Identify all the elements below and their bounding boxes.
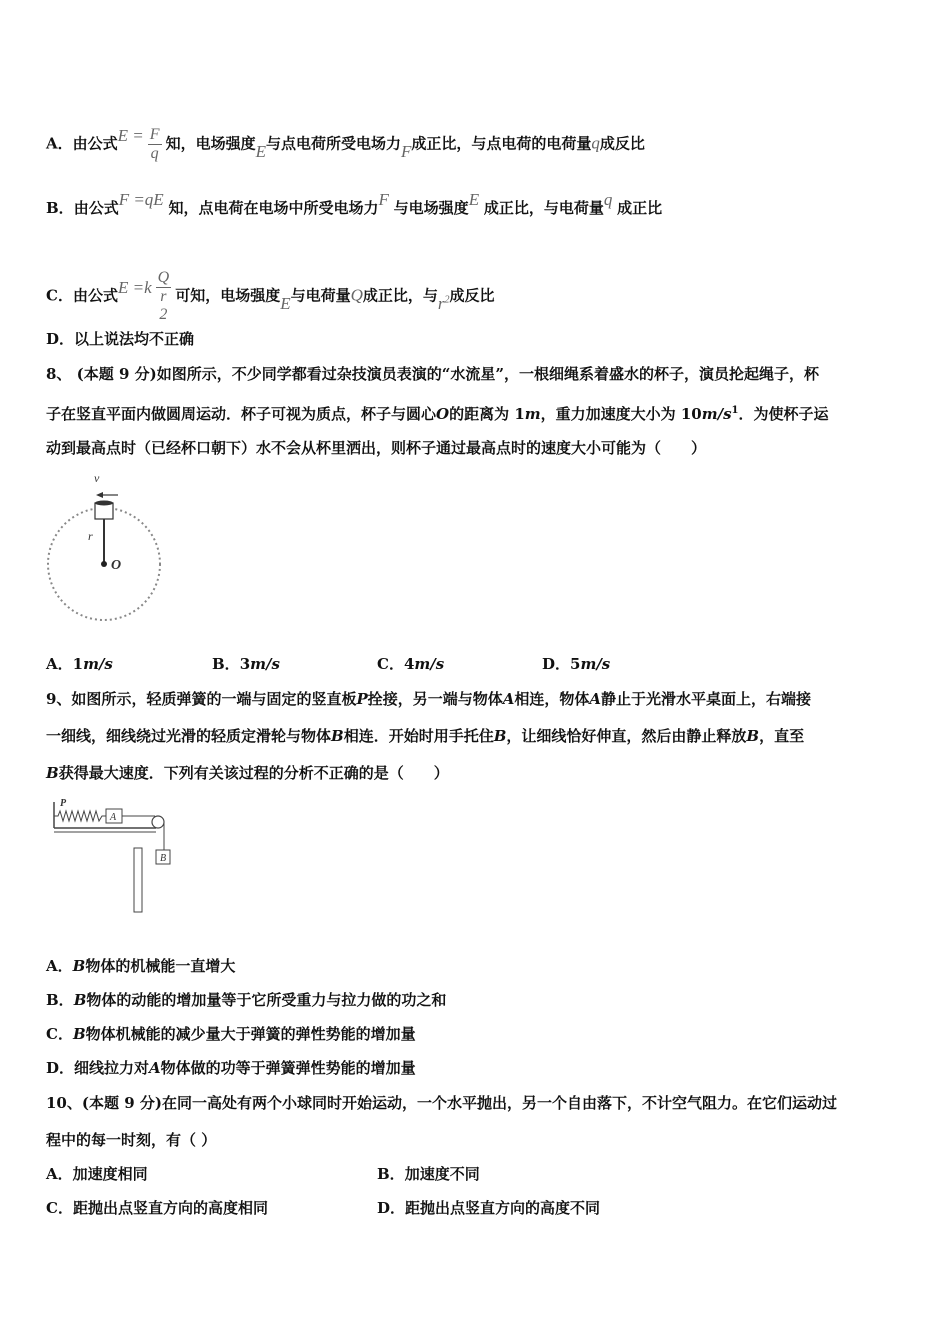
q7-option-c: C．由公式E =k Q r 2 可知，电场强度E与电荷量Q成正比，与$r^2$成反比	[46, 269, 495, 323]
q10-stem-line2: 程中的每一时刻，有（ ）	[46, 1131, 217, 1149]
q8-figure	[40, 468, 180, 628]
q9-stem-line2: 一细线，细线绕过光滑的轻质定滑轮与物体B相连．开始时用手托住B，让细线恰好伸直，然后由静止释放B，直至	[46, 727, 805, 745]
velocity-arrowhead	[96, 492, 103, 498]
q9-stem-line3: B获得最大速度．下列有关该过程的分析不正确的是（ ）	[46, 764, 449, 782]
cup-rim	[95, 501, 113, 506]
q7-option-d: D．以上说法均不正确	[46, 330, 195, 348]
q8-stem-line3: 动到最高点时（已经杯口朝下）水不会从杯里洒出，则杯子通过最高点时的速度大小可能为（ ）	[46, 439, 707, 457]
q10-stem-line1: 10、(本题 9 分)在同一高处有两个小球同时开始运动，一个水平抛出，另一个自由落下，不计空气阻力。在它们运动过	[46, 1094, 837, 1112]
q9-option-a: A．B物体的机械能一直增大	[46, 957, 236, 975]
q8-option-a: A．1m/s	[46, 655, 113, 673]
q8-option-d: D．5m/s	[542, 655, 611, 673]
q7-option-b: B．由公式F =qE 知，点电荷在电场中所受电场力F 与电场强度E 成正比，与电荷量q 成正比	[46, 190, 663, 217]
table-leg	[134, 848, 142, 912]
q8-stem-line1: 8、 (本题 9 分)如图所示，不少同学都看过杂技演员表演的“水流星”，一根细绳系着盛水的杯子，演员抡起绳子，杯	[46, 365, 819, 383]
q9-figure	[46, 796, 186, 916]
q8-stem-line2: 子在竖直平面内做圆周运动．杯子可视为质点，杯子与圆心O的距离为 1m，重力加速度大小为 $10m/s^1$．为使杯子运	[46, 405, 829, 423]
q10-option-d: D．距抛出点竖直方向的高度不同	[377, 1199, 601, 1217]
q7a-fraction: $\frac{F}{q}$	[149, 126, 160, 162]
q8-option-b: B．3m/s	[212, 655, 280, 673]
q9-stem-line1: 9、如图所示，轻质弹簧的一端与固定的竖直板P拴接，另一端与物体A相连，物体A静止于光滑水平桌面上，右端接	[46, 690, 812, 708]
q10-option-b: B．加速度不同	[377, 1165, 480, 1183]
velocity-label: v	[94, 471, 100, 485]
q9-option-c: C．B物体机械能的减少量大于弹簧的弹性势能的增加量	[46, 1025, 416, 1043]
q9-option-d: D．细线拉力对A物体做的功等于弹簧弹性势能的增加量	[46, 1059, 416, 1077]
q8-option-c: C．4m/s	[377, 655, 445, 673]
q10-option-c: C．距抛出点竖直方向的高度相同	[46, 1199, 268, 1217]
center-label: O	[111, 558, 122, 573]
q9-option-b: B．B物体的动能的增加量等于它所受重力与拉力做的功之和	[46, 991, 447, 1009]
q10-option-a: A．加速度相同	[46, 1165, 148, 1183]
pulley	[152, 816, 164, 828]
plate-label: P	[60, 798, 67, 809]
block-a-label: A	[110, 812, 117, 823]
q7c-fraction: Q r 2	[157, 269, 170, 323]
block-b-label: B	[160, 853, 167, 864]
q7-option-a: A．由公式E = $\frac{F}{q}$ 知，电场强度E与点电荷所受电场力F成正比，与点电荷的电荷量q成反比	[46, 125, 645, 162]
center-point	[101, 561, 107, 567]
spring	[54, 811, 106, 821]
radius-label: r	[88, 529, 93, 543]
